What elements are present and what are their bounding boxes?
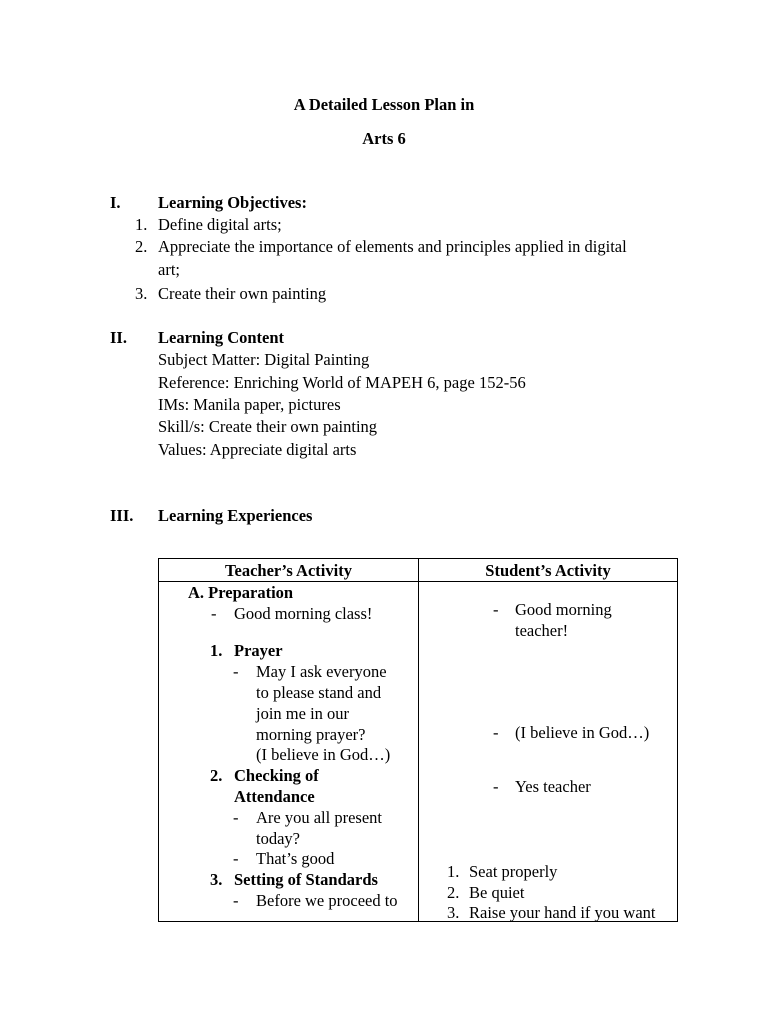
teacher-standards-heading: Setting of Standards: [234, 870, 378, 889]
header-teacher-activity: Teacher’s Activity: [225, 561, 352, 580]
objective-text: Appreciate the importance of elements and principles applied in digital: [158, 237, 627, 256]
objective-text: Define digital arts;: [158, 215, 282, 234]
teacher-prayer-line: (I believe in God…): [256, 745, 391, 764]
student-dash: -: [493, 723, 499, 742]
section-numeral-objectives: I.: [110, 193, 121, 212]
teacher-dash: -: [211, 604, 217, 623]
section-numeral-content: II.: [110, 328, 127, 347]
content-ims: IMs: Manila paper, pictures: [158, 395, 341, 414]
student-standard-text: Seat properly: [469, 862, 558, 881]
student-dash: -: [493, 777, 499, 796]
teacher-attendance-heading-continued: Attendance: [234, 787, 315, 806]
teacher-dash: -: [233, 662, 239, 681]
objective-text-continued: art;: [158, 260, 180, 279]
teacher-dash: -: [233, 808, 239, 827]
teacher-standards-number: 3.: [210, 870, 223, 889]
teacher-prayer-number: 1.: [210, 641, 223, 660]
student-standard-text: Be quiet: [469, 883, 525, 902]
teacher-dash: -: [233, 891, 239, 910]
student-greeting-continued: teacher!: [515, 621, 569, 640]
content-skills: Skill/s: Create their own painting: [158, 417, 378, 436]
objective-text: Create their own painting: [158, 284, 327, 303]
section-numeral-experiences: III.: [110, 506, 134, 525]
teacher-prayer-line: May I ask everyone: [256, 662, 387, 681]
teacher-attendance-question: Are you all present: [256, 808, 382, 827]
objective-number: 1.: [135, 215, 148, 234]
objective-number: 3.: [135, 284, 148, 303]
student-standard-text: Raise your hand if you want: [469, 903, 656, 922]
student-standard-number: 3.: [447, 903, 460, 922]
teacher-greeting: Good morning class!: [234, 604, 373, 623]
activity-table: [158, 558, 678, 922]
section-heading-objectives: Learning Objectives:: [158, 193, 307, 212]
student-greeting: Good morning: [515, 600, 612, 619]
document-subtitle: Arts 6: [362, 129, 406, 148]
teacher-attendance-question-continued: today?: [256, 829, 300, 848]
objective-number: 2.: [135, 237, 148, 256]
teacher-thats-good: That’s good: [256, 849, 335, 868]
section-heading-content: Learning Content: [158, 328, 285, 347]
teacher-attendance-heading: Checking of: [234, 766, 319, 785]
document-title: A Detailed Lesson Plan in: [293, 95, 475, 114]
teacher-prayer-line: morning prayer?: [256, 725, 366, 744]
student-dash: -: [493, 600, 499, 619]
student-standard-number: 1.: [447, 862, 460, 881]
content-subject-matter: Subject Matter: Digital Painting: [158, 350, 370, 369]
table-column-divider: [418, 559, 419, 921]
teacher-attendance-number: 2.: [210, 766, 223, 785]
teacher-prayer-heading: Prayer: [234, 641, 283, 660]
content-reference: Reference: Enriching World of MAPEH 6, page 152-56: [158, 373, 526, 392]
teacher-before-proceed: Before we proceed to: [256, 891, 398, 910]
teacher-dash: -: [233, 849, 239, 868]
teacher-prayer-line: to please stand and: [256, 683, 382, 702]
student-attendance-response: Yes teacher: [515, 777, 591, 796]
content-values: Values: Appreciate digital arts: [158, 440, 357, 459]
section-heading-experiences: Learning Experiences: [158, 506, 313, 525]
header-student-activity: Student’s Activity: [485, 561, 611, 580]
student-prayer-response: (I believe in God…): [515, 723, 650, 742]
teacher-preparation-heading: A. Preparation: [188, 583, 294, 602]
student-standard-number: 2.: [447, 883, 460, 902]
teacher-prayer-line: join me in our: [256, 704, 350, 723]
